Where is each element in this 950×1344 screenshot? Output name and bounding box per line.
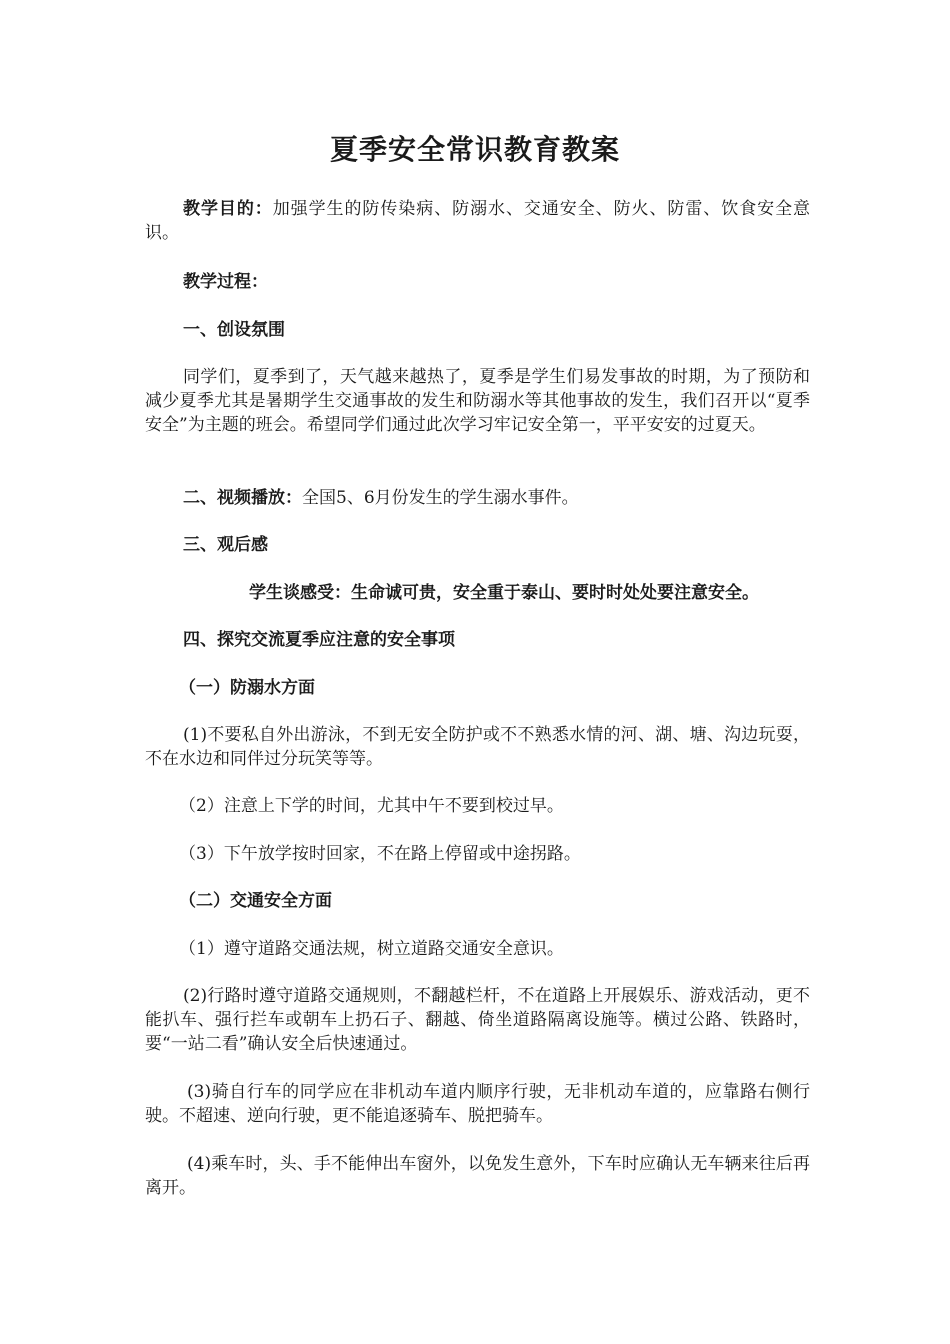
section-2-text: 全国5、6月份发生的学生溺水事件。 <box>302 488 579 508</box>
subsection-heading-1: （一）防溺水方面 <box>179 678 315 698</box>
subsection-heading-2: （二）交通安全方面 <box>179 891 332 911</box>
section-1-text: 同学们，夏季到了，天气越来越热了，夏季是学生们易发事故的时期，为了预防和减少夏季尤其是暑期学生交通事故的发生和防溺水等其他事故的发生，我们召开以“夏季安全”为主题的班会。希望同学们通过此次学习牢记安全第一，平平安安的过夏天。 <box>145 367 810 435</box>
objective-paragraph <box>145 197 810 245</box>
section-heading-4: 四、探究交流夏季应注意的安全事项 <box>183 630 455 650</box>
section-heading-1: 一、创设氛围 <box>183 320 285 340</box>
subsection-1-item-2: （2）注意上下学的时间，尤其中午不要到校过早。 <box>179 796 564 816</box>
section-3-text: 学生谈感受：生命诚可贵，安全重于泰山、要时时处处要注意安全。 <box>249 583 759 603</box>
objective-text: 加强学生的防传染病、防溺水、交通安全、防火、防雷、饮食安全意识。 <box>145 199 811 243</box>
subsection-1-item-1: (1)不要私自外出游泳，不到无安全防护或不不熟悉水情的河、湖、塘、沟边玩耍，不在水边和同伴过分玩笑等等。 <box>145 725 810 769</box>
subsection-2-item-4: (4)乘车时，头、手不能伸出车窗外，以免发生意外，下车时应确认无车辆来往后再离开。 <box>145 1154 810 1198</box>
section-2-paragraph <box>145 486 810 510</box>
objective-label: 教学目的： <box>183 199 273 219</box>
subsection-2-item-2: (2)行路时遵守道路交通规则，不翻越栏杆，不在道路上开展娱乐、游戏活动，更不能扒车、强行拦车或朝车上扔石子、翻越、倚坐道路隔离设施等。横过公路、铁路时，要“一站二看”确认安全后快速通过。 <box>145 986 810 1054</box>
process-label: 教学过程： <box>183 272 268 292</box>
subsection-2-item-3: (3)骑自行车的同学应在非机动车道内顺序行驶，无非机动车道的，应靠路右侧行驶。不超速、逆向行驶，更不能追逐骑车、脱把骑车。 <box>145 1082 810 1126</box>
section-heading-3: 三、观后感 <box>183 535 268 555</box>
subsection-1-item-3: （3）下午放学按时回家，不在路上停留或中途拐路。 <box>179 844 581 864</box>
page-title: 夏季安全常识教育教案 <box>329 133 620 166</box>
subsection-2-item-1: （1）遵守道路交通法规，树立道路交通安全意识。 <box>179 939 564 959</box>
section-2-label: 二、视频播放： <box>183 488 302 508</box>
